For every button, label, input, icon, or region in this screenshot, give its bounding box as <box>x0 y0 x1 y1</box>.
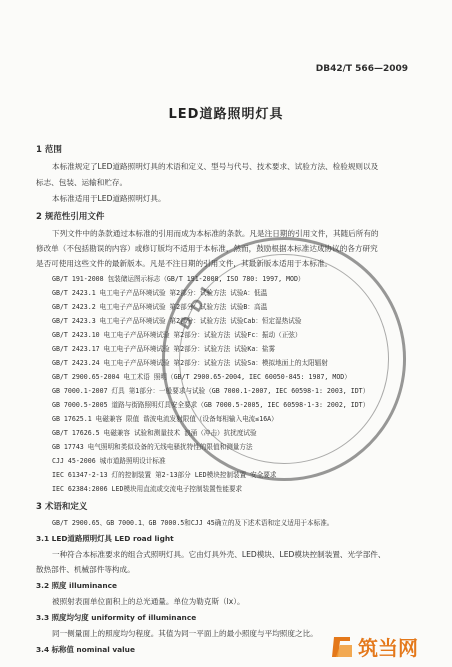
reference-item: CJJ 45-2006 城市道路照明设计标准 <box>52 457 166 465</box>
term-3-2-heading: 3.2 照度 illuminance <box>36 581 118 590</box>
term-3-1-heading: 3.1 LED道路照明灯具 LED road light <box>36 534 174 543</box>
reference-item: GB/T 2423.17 电工电子产品环境试验 第2部分：试验方法 试验Ka：盐雾 <box>52 345 276 353</box>
reference-item: GB/T 2900.65-2004 电工术语 照明（GB/T 2900.65-2004, IEC 60050-845: 1987, MOD） <box>52 373 351 381</box>
term-3-2-definition: 被照射表面单位面积上的总光通量。单位为勒克斯（lx）。 <box>52 597 245 606</box>
reference-item: GB/T 2423.2 电工电子产品环境试验 第2部分：试验方法 试验B：高温 <box>52 303 268 311</box>
reference-item: GB/T 2423.10 电工电子产品环境试验 第2部分：试验方法 试验Fc：振动（正弦） <box>52 331 302 339</box>
section-1-paragraph-cont: 标志、包装、运输和贮存。 <box>36 178 128 187</box>
reference-item: IEC 62384:2006 LED模块用直流或交流电子控制装置性能要求 <box>52 485 243 493</box>
document-number: DB42/T 566—2009 <box>315 64 408 74</box>
document-title: LED道路照明灯具 <box>168 107 284 122</box>
reference-item: GB/T 2423.3 电工电子产品环境试验 第2部分：试验方法 试验Cab：恒定湿热试验 <box>52 317 302 325</box>
reference-item: GB/T 191-2008 包装储运图示标志（GB/T 191-2008, ISO 780: 1997, MOD） <box>52 275 305 283</box>
reference-item: GB 7000.5-2005 道路与街路照明灯具安全要求（GB 7000.5-2005, IEC 60598-1-3: 2002, IDT） <box>52 401 370 409</box>
section-1-heading: 1 范围 <box>36 145 62 155</box>
section-2-heading: 2 规范性引用文件 <box>36 212 105 222</box>
reference-item: GB 17743 电气照明和类似设备的无线电骚扰特性的限值和测量方法 <box>52 443 253 451</box>
section-3-heading: 3 术语和定义 <box>36 502 88 512</box>
reference-item: GB 7000.1-2007 灯具 第1部分：一般要求与试验（GB 7000.1-2007, IEC 60598-1: 2003, IDT） <box>52 387 370 395</box>
term-3-3-definition: 同一侧量面上的照度均匀程度。其值为同一平面上的最小照度与平均照度之比。 <box>52 629 318 638</box>
section-2-intro: 下列文件中的条款通过本标准的引用而成为本标准的条款。凡是注日期的引用文件，其随后所有的 <box>52 229 379 238</box>
reference-item: GB 17625.1 电磁兼容 限值 谐波电流发射限值（设备每相输入电流≤16A） <box>52 415 278 423</box>
reference-item: GB/T 2423.1 电工电子产品环境试验 第2部分：试验方法 试验A：低温 <box>52 289 268 297</box>
reference-item: GB/T 17626.5 电磁兼容 试验和测量技术 浪涌（冲击）抗扰度试验 <box>52 429 257 437</box>
section-1-paragraph: 本标准规定了LED道路照明灯具的术语和定义、型号与代号、技术要求、试验方法、检验规则以及 <box>52 162 379 171</box>
watermark-text: 筑当网 <box>358 636 418 660</box>
section-2-intro-cont: 是否可使用这些文件的最新版本。凡是不注日期的引用文件，其最新版本适用于本标准。 <box>36 259 333 268</box>
term-3-4-heading: 3.4 标称值 nominal value <box>36 645 135 654</box>
term-3-1-definition: 一种符合本标准要求的组合式照明灯具。它由灯具外壳、LED模块、LED模块控制装置、光学部件、 <box>52 550 386 559</box>
section-3-intro: GB/T 2900.65、GB 7000.1、GB 7000.5和CJJ 45确立的及下述术语和定义适用于本标准。 <box>52 519 334 527</box>
term-3-3-heading: 3.3 照度均匀度 uniformity of illuminance <box>36 613 197 622</box>
stamp-text: DDI <box>175 277 220 333</box>
reference-item: GB/T 2423.24 电工电子产品环境试验 第2部分：试验方法 试验Sa：模拟地面上的太阳辐射 <box>52 359 328 367</box>
term-3-1-definition-cont: 散热部件、机械部件等构成。 <box>36 565 135 574</box>
reference-item: IEC 61347-2-13 灯的控制装置 第2-13部分 LED模块控制装置 安全要求 <box>52 471 277 479</box>
watermark-logo <box>328 631 446 663</box>
section-2-intro-cont: 修改单（不包括勘误的内容）或修订版均不适用于本标准，然而，鼓励根据本标准达成协议的各方研究 <box>36 244 378 253</box>
section-1-scope-line: 本标准适用于LED道路照明灯具。 <box>52 194 166 203</box>
